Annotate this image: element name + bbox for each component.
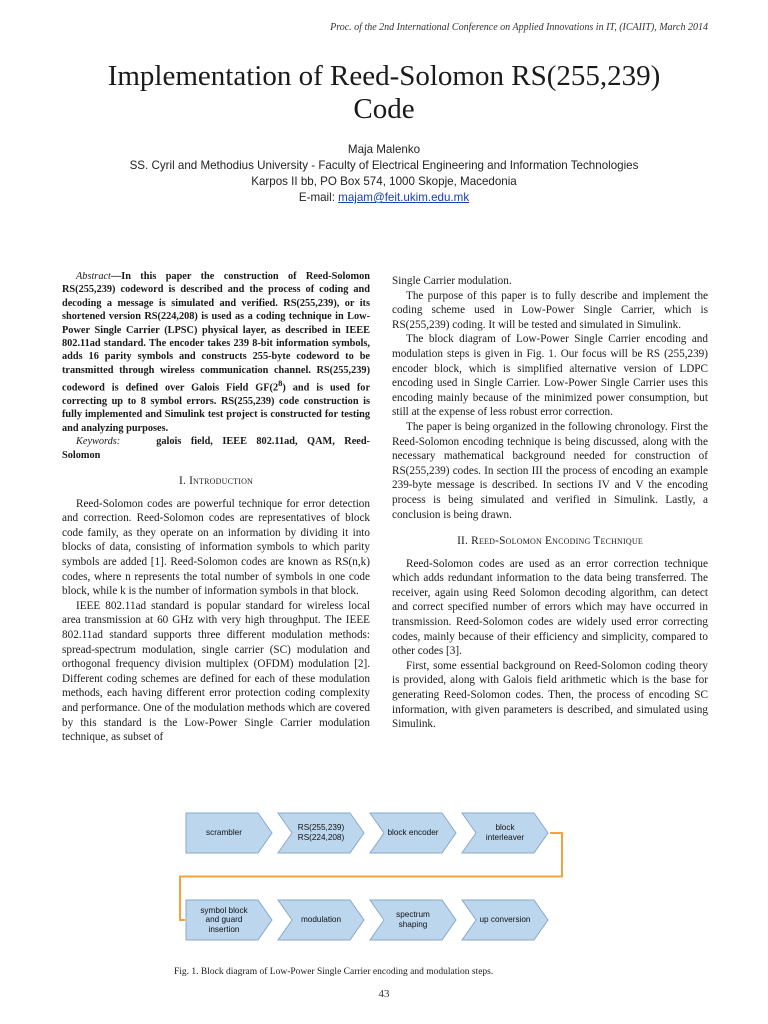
section-heading-introduction [62, 474, 370, 489]
intro-paragraph: Reed-Solomon codes are powerful technique for error detection and correction. Reed-Solomon codes are representatives of block code family, as they operate on an information by dividing it into blocks of data, consisting of information symbols to which parity symbols are added [1]. Reed-Solomon codes are known as RS(n,k) codes, where n represents the total number of symbols in one code block, while k is the number of information symbols in that block. [62, 497, 370, 598]
continued-paragraph: Single Carrier modulation. [392, 275, 512, 287]
diagram-block-label-line: spectrum [396, 910, 430, 920]
diagram-block-label-line: scrambler [206, 828, 242, 838]
diagram-block-label [474, 823, 536, 842]
address: Karpos II bb, PO Box 574, 1000 Skopje, Macedonia [251, 175, 517, 188]
keywords [62, 435, 370, 462]
diagram-block-label-line: RS(255,239) [297, 823, 345, 833]
keywords-label: Keywords: [76, 436, 121, 448]
diagram-block-label [188, 828, 260, 838]
abstract-text-1: —In this paper the construction of Reed-Solomon RS(255,239) codeword is described and the process of coding and decoding a message is simulated and verified. RS(255,239), or its shortened version RS(224,208) is used as a coding technique in Low-Power Single Carrier (LPSC) physical layer, as described in IEEE 802.11ad standard. The encoder takes 239 8-bit information symbols, adds 16 parity symbols and constructs 255-byte codeword to be transmitted through wireless communication channel. RS(255,239) codeword is defined over Galois Field GF(2 [62, 271, 370, 394]
page-number: 43 [378, 988, 390, 1000]
diagram-block-label-line: and guard [205, 915, 243, 925]
proceedings-header: Proc. of the 2nd International Conference on Applied Innovations in IT, (ICAIIT), March 2014 [330, 22, 708, 33]
section-number: II. [457, 535, 469, 548]
abstract-superscript: 8 [278, 378, 283, 389]
affiliation: SS. Cyril and Methodius University - Faculty of Electrical Engineering and Information Technologies [129, 159, 639, 172]
keywords-text: galois field, IEEE 802.11ad, QAM, Reed-Solomon [62, 436, 370, 461]
diagram-block-label [382, 910, 444, 929]
paper-title [40, 60, 728, 126]
left-column [62, 270, 370, 745]
section-heading-encoding [392, 534, 708, 549]
diagram-block-label-line: block [495, 823, 515, 833]
diagram-block-label [474, 915, 536, 925]
intro-paragraph: The paper is being organized in the following chronology. First the Reed-Solomon encoding technique is being discussed, along with the necessary mathematical background needed for construction of RS(255,239) codes. In section III the process of encoding an example 239-byte message is described. In sections IV and V the encoding process is being simulated and verified in Simulink. Lastly, a conclusion is being drawn. [392, 420, 708, 521]
block-diagram-figure [178, 808, 738, 958]
diagram-block-label [188, 906, 260, 935]
intro-paragraph: IEEE 802.11ad standard is popular standard for wireless local area transmission at 60 GHz with very high throughput. The IEEE 802.11ad standard supports three different modulation methods: spread-spectrum modulation, single carrier (SC) modulation and orthogonal frequency division multiplex (OFDM) modulation [2]. Different coding schemes are defined for each of these modulation methods, each having different error protection coding complexity and performance. One of the modulation methods which are covered by this standard is the Low-Power Single Carrier modulation technique, as subset of [62, 599, 370, 744]
section-title: Reed-Solomon Encoding Technique [471, 535, 643, 548]
intro-paragraph: The block diagram of Low-Power Single Carrier encoding and modulation steps is given in Fig. 1. Our focus will be RS (255,239) encoder block, which is simplified alternative version of LDPC encoding used in Single Carrier. Low-Power Single Carrier uses this encoding mainly because of the minimized power consumption, but still at the expense of less robust error correction. [392, 333, 708, 419]
email-label: E-mail: [298, 191, 339, 204]
diagram-block-label-line: RS(224,208) [297, 832, 345, 842]
diagram-block-label [382, 828, 444, 838]
abstract [62, 270, 370, 435]
section-title: Introduction [189, 475, 254, 488]
title-line-1: Implementation of Reed-Solomon RS(255,239) [107, 60, 661, 92]
author-name: Maja Malenko [347, 143, 421, 156]
email-line [40, 190, 728, 206]
diagram-block-label-line: interleaver [485, 832, 525, 842]
figure-caption: Fig. 1. Block diagram of Low-Power Single Carrier encoding and modulation steps. [174, 967, 494, 977]
diagram-block-label-line: up conversion [479, 915, 531, 925]
section2-paragraph: Reed-Solomon codes are used as an error correction technique which adds redundant information to the data being transferred. The receiver, again using Reed Solomon decoding algorithm, can detect and correct specified number of errors which may have occurred in transmission. Reed-Solomon codes are widely used error correcting codes, mainly because of their efficiency and simplicity, compared to other codes [3]. [392, 557, 708, 658]
diagram-block-label-line: modulation [300, 915, 342, 925]
abstract-label: Abstract [76, 271, 111, 282]
section-number: I. [178, 475, 186, 488]
diagram-block-label-line: block encoder [387, 828, 439, 838]
diagram-block-label-line: shaping [398, 919, 428, 929]
section2-paragraph: First, some essential background on Reed-Solomon coding theory is provided, along with Galois field arithmetic which is the base for generating Reed-Solomon codes. Then, the process of encoding SC information, with given parameters is described, and simulated using Simulink. [392, 659, 708, 731]
right-column [392, 274, 708, 732]
diagram-block-label-line: symbol block [200, 905, 248, 915]
author-block [40, 142, 728, 206]
diagram-block-label [290, 823, 352, 842]
email-link[interactable]: majam@feit.ukim.edu.mk [338, 191, 470, 204]
intro-paragraph: The purpose of this paper is to fully describe and implement the coding scheme used in Low-Power Single Carrier, which is RS(255,239) coding. It will be tested and simulated in Simulink. [392, 289, 708, 331]
block-diagram-svg [178, 808, 738, 958]
abstract-text-2: ) and is used for correcting up to 8 symbol errors. RS(255,239) code construction is fully implemented and Simulink test project is constructed for testing and analyzing purposes. [62, 382, 371, 434]
diagram-block-label [290, 915, 352, 925]
diagram-block-label-line: insertion [208, 924, 240, 934]
title-line-2: Code [353, 93, 415, 125]
